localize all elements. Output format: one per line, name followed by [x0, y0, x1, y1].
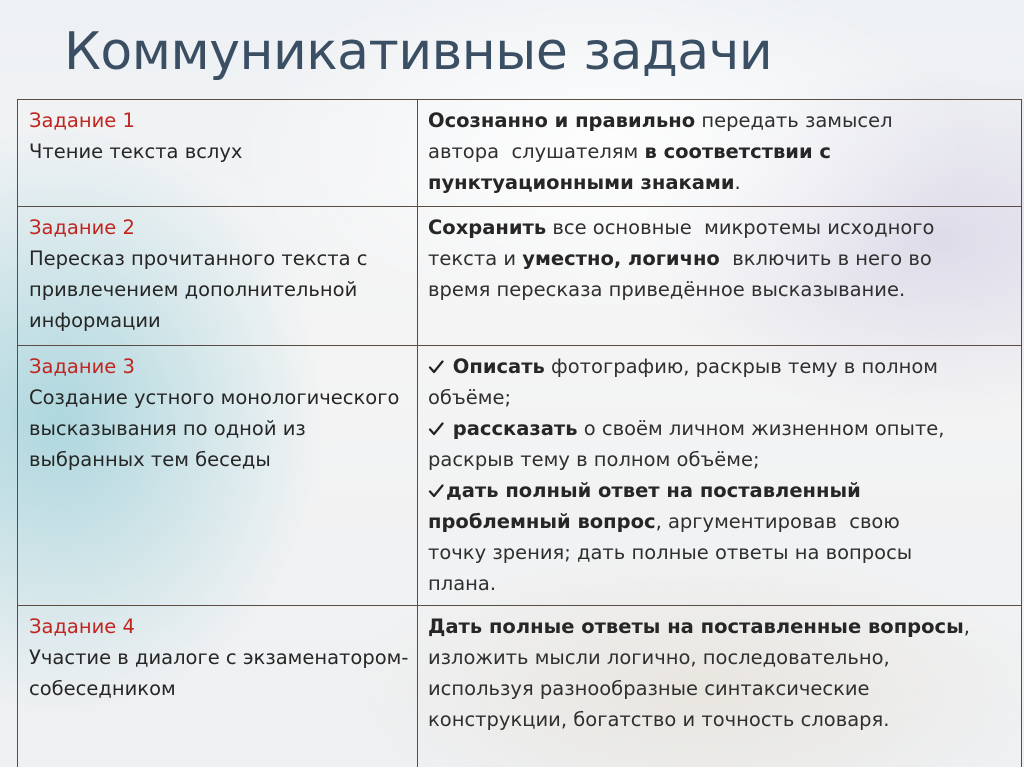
goal-line: [428, 475, 1015, 506]
task-cell: [18, 346, 418, 606]
goal-text: фотографию, раскрыв тему в полном: [544, 355, 939, 378]
goal-emphasis: рассказать: [446, 417, 578, 440]
goal-line: [428, 642, 1015, 673]
goal-cell: [418, 207, 1022, 346]
goal-line: [428, 351, 1015, 382]
goal-text: о своём личном жизненном опыте,: [577, 417, 945, 440]
goal-line: [428, 444, 1015, 475]
table-row: [18, 346, 1022, 606]
goal-emphasis: уместно, логично: [522, 247, 720, 270]
checkmark-icon: [428, 413, 444, 444]
goal-emphasis: в соответствии с: [644, 140, 831, 163]
task-name: Участие в диалоге с экзаменатором-собеседником: [29, 646, 409, 700]
goal-emphasis: пунктуационными знаками: [428, 171, 735, 194]
table-row: [18, 207, 1022, 346]
task-name: Пересказ прочитанного текста с привлечением дополнительной информации: [29, 247, 368, 332]
goal-text: включить в него во: [719, 247, 932, 270]
goal-cell: [418, 100, 1022, 207]
slide-title: Коммуникативные задачи: [64, 22, 773, 82]
goal-line: [428, 382, 1015, 413]
goal-text: используя разнообразные синтаксические: [428, 677, 870, 700]
table-row: [18, 100, 1022, 207]
goal-text: автора слушателям: [428, 140, 645, 163]
goal-line: [428, 704, 1015, 735]
goal-line: [428, 274, 1015, 305]
goal-line: [428, 537, 1015, 568]
goal-line: [428, 413, 1015, 444]
goal-line: [428, 673, 1015, 704]
task-number: Задание 4: [29, 615, 135, 638]
goal-emphasis: Сохранить: [428, 216, 547, 239]
goal-text: ,: [963, 615, 970, 638]
task-number: Задание 2: [29, 216, 135, 239]
checkmark-icon: [428, 351, 444, 382]
checkmark-icon: [428, 475, 444, 506]
goal-text: текста и: [428, 247, 523, 270]
task-number: Задание 3: [29, 355, 135, 378]
goal-emphasis: Осознанно и правильно: [428, 109, 696, 132]
goal-line: [428, 243, 1015, 274]
goal-emphasis: проблемный вопрос: [428, 510, 656, 533]
goal-cell: [418, 606, 1022, 767]
goal-line: [428, 212, 1015, 243]
goal-line: [428, 568, 1015, 599]
task-name: Чтение текста вслух: [29, 140, 243, 163]
goal-line: [428, 167, 1015, 198]
goal-text: все основные микротемы исходного: [546, 216, 935, 239]
goal-text: раскрыв тему в полном объёме;: [428, 448, 760, 471]
goal-emphasis: Дать полные ответы на поставленные вопросы: [428, 615, 964, 638]
goal-text: , аргументировав свою: [655, 510, 900, 533]
task-cell: [18, 100, 418, 207]
tasks-table: [17, 99, 1022, 767]
goal-text: изложить мысли логично, последовательно,: [428, 646, 890, 669]
goal-text: .: [734, 171, 741, 194]
goal-emphasis: Описать: [446, 355, 545, 378]
goal-text: время пересказа приведённое высказывание.: [428, 278, 906, 301]
goal-cell: [418, 346, 1022, 606]
goal-line: [428, 611, 1015, 642]
task-name: Создание устного монологического высказывания по одной из выбранных тем беседы: [29, 386, 400, 471]
goal-line: [428, 506, 1015, 537]
goal-text: точку зрения; дать полные ответы на вопросы: [428, 541, 913, 564]
task-cell: [18, 606, 418, 767]
goal-line: [428, 105, 1015, 136]
goal-text: передать замысел: [695, 109, 893, 132]
table-row: [18, 606, 1022, 767]
task-cell: [18, 207, 418, 346]
goal-line: [428, 136, 1015, 167]
goal-emphasis: дать полный ответ на поставленный: [446, 479, 861, 502]
goal-text: плана.: [428, 572, 497, 595]
task-number: Задание 1: [29, 109, 135, 132]
goal-text: объёме;: [428, 386, 512, 409]
goal-text: конструкции, богатство и точность словаря.: [428, 708, 890, 731]
